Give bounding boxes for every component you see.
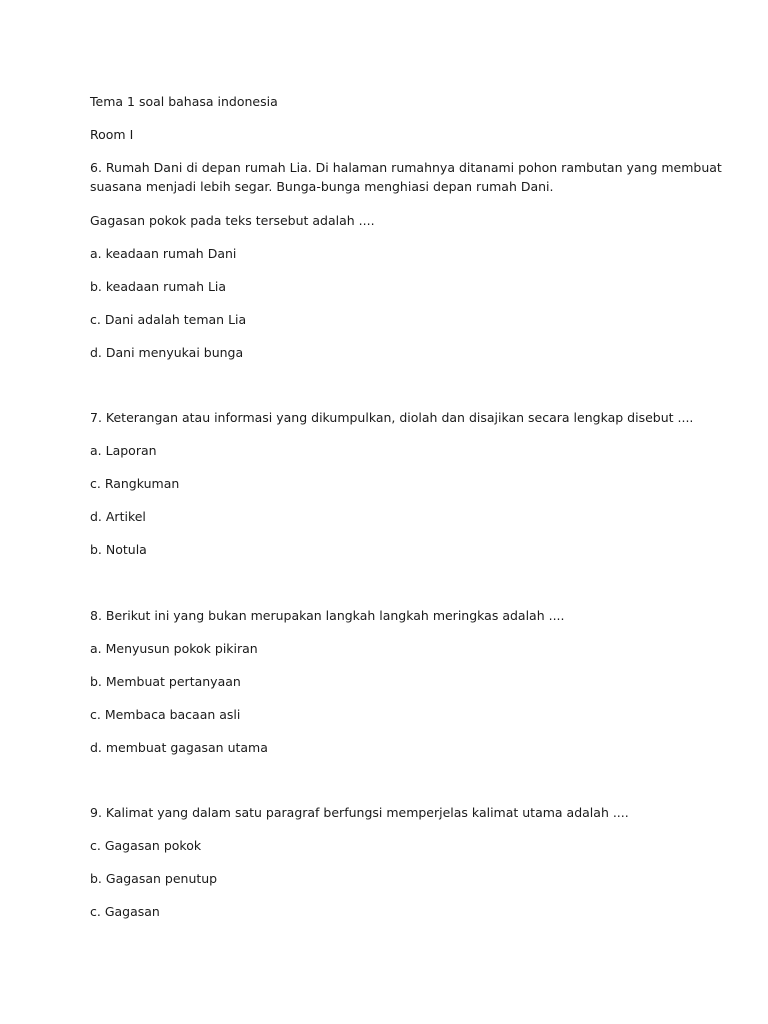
question-6-option-b: b. keadaan rumah Lia <box>90 279 227 294</box>
question-9-text: 9. Kalimat yang dalam satu paragraf berfungsi memperjelas kalimat utama adalah .... <box>90 805 629 820</box>
question-6-option-c: c. Dani adalah teman Lia <box>90 312 247 327</box>
document-title: Tema 1 soal bahasa indonesia <box>90 94 278 109</box>
question-8-option-4: d. membuat gagasan utama <box>90 740 268 755</box>
question-8-option-2: b. Membuat pertanyaan <box>90 674 241 689</box>
question-9-option-2: b. Gagasan penutup <box>90 871 218 886</box>
question-7-option-1: a. Laporan <box>90 443 157 458</box>
question-6-text-line2: suasana menjadi lebih segar. Bunga-bunga menghiasi depan rumah Dani. <box>90 179 554 194</box>
question-7-option-4: b. Notula <box>90 542 147 557</box>
question-6-prompt: Gagasan pokok pada teks tersebut adalah .... <box>90 213 375 228</box>
room-label: Room I <box>90 127 134 142</box>
question-9-option-1: c. Gagasan pokok <box>90 838 202 853</box>
question-6-option-a: a. keadaan rumah Dani <box>90 246 237 261</box>
question-6-text-line1: 6. Rumah Dani di depan rumah Lia. Di halaman rumahnya ditanami pohon rambutan yang membuat <box>90 160 722 175</box>
question-9-option-3: c. Gagasan <box>90 904 160 919</box>
question-7-text: 7. Keterangan atau informasi yang dikumpulkan, diolah dan disajikan secara lengkap disebut .... <box>90 410 694 425</box>
question-8-option-1: a. Menyusun pokok pikiran <box>90 641 258 656</box>
question-8-text: 8. Berikut ini yang bukan merupakan langkah langkah meringkas adalah .... <box>90 608 565 623</box>
question-7-option-3: d. Artikel <box>90 509 146 524</box>
question-6-option-d: d. Dani menyukai bunga <box>90 345 244 360</box>
question-8-option-3: c. Membaca bacaan asli <box>90 707 241 722</box>
question-7-option-2: c. Rangkuman <box>90 476 180 491</box>
